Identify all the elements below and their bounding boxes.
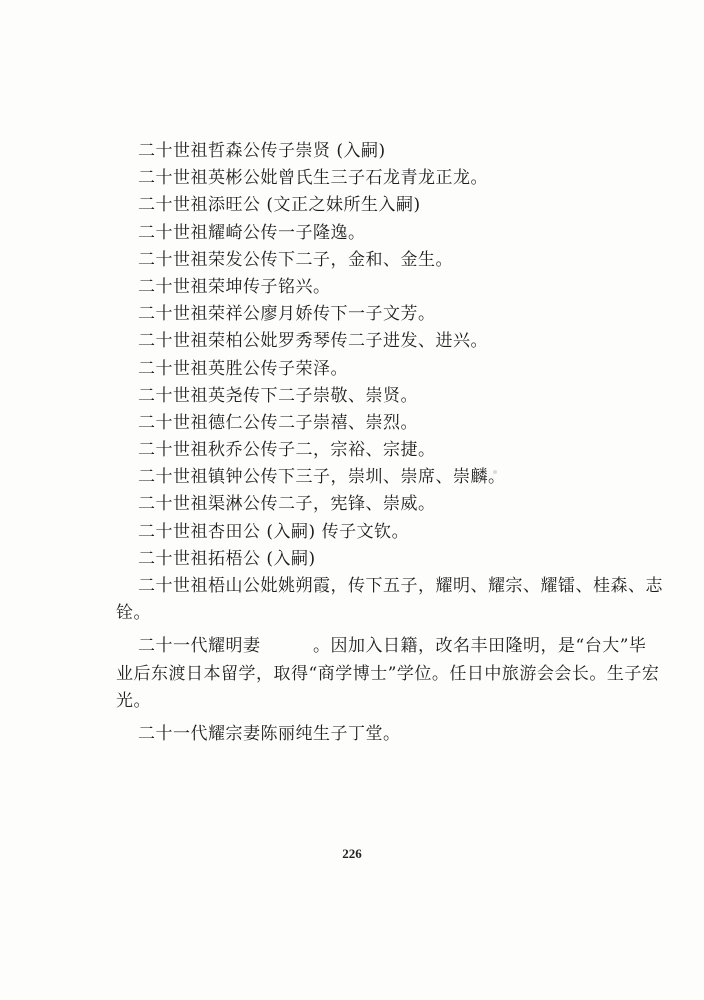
- text-line: 二十世祖荣柏公妣罗秀琴传二子进发、进兴。: [138, 331, 488, 352]
- text-line: 二十世祖添旺公 (文正之妹所生入嗣): [138, 195, 421, 216]
- text-line: 二十世祖荣祥公廖月娇传下一子文芳。: [138, 304, 436, 325]
- text-line: 二十世祖耀崎公传一子隆逸。: [138, 222, 366, 243]
- text-line: 二十世祖拓梧公 (入嗣): [138, 548, 316, 569]
- text-line: 二十世祖英尧传下二子崇敬、崇贤。: [138, 385, 418, 406]
- scan-speck: [493, 470, 497, 474]
- paragraph-line: 二十一代耀明妻 。因加入日籍，改名丰田隆明，是“台大”毕: [138, 636, 647, 657]
- page-number: 226: [342, 846, 362, 861]
- paragraph-line: 二十一代耀宗妻陈丽纯生子丁堂。: [138, 723, 401, 744]
- paragraph-line: 业后东渡日本留学，取得“商学博士”学位。任日中旅游会会长。生子宏: [116, 663, 660, 684]
- text-line: 二十世祖德仁公传二子崇禧、崇烈。: [138, 412, 418, 433]
- text-line: 二十世祖秋乔公传子二，宗裕、宗捷。: [138, 440, 436, 461]
- text-line: 二十世祖渠淋公传二子，宪锋、崇威。: [138, 494, 436, 515]
- text-line: 二十世祖英彬公妣曾氏生三子石龙青龙正龙。: [138, 168, 488, 189]
- genealogy-text: [116, 138, 663, 748]
- text-line: 二十世祖镇钟公传下三子，崇圳、崇席、崇麟。: [138, 467, 506, 488]
- text-line: 二十世祖荣发公传下二子，金和、金生。: [138, 249, 453, 270]
- text-line: 二十世祖杏田公 (入嗣) 传子文钦。: [138, 521, 410, 542]
- text-line: 二十世祖荣坤传子铭兴。: [138, 276, 331, 297]
- paragraph-line: 二十世祖梧山公妣姚朔霞，传下五子，耀明、耀宗、耀镭、桂森、志: [138, 576, 663, 596]
- text-line: 二十世祖英胜公传子荣泽。: [138, 358, 348, 379]
- paragraph-line: 光。: [116, 690, 151, 711]
- paragraph-line: 铨。: [116, 603, 151, 624]
- text-line: 二十世祖哲森公传子崇贤 (入嗣): [138, 141, 386, 161]
